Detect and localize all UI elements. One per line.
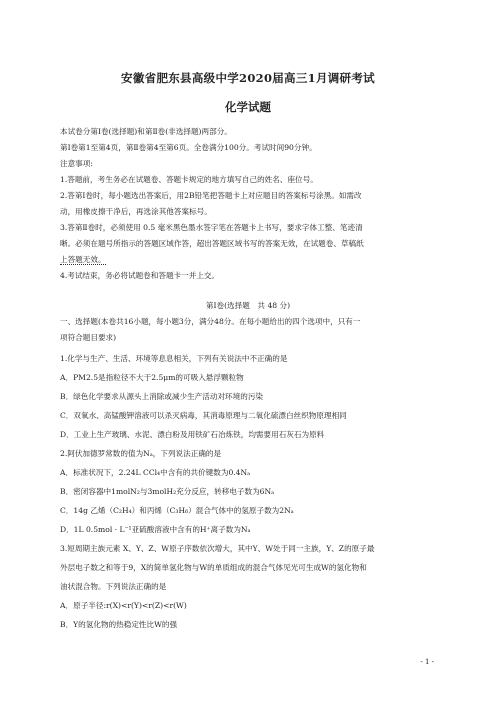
question-3-continued: 外层电子数之和等于9，X的简单氢化物与W的单质组成的混合气体见光可生成W的氢化物和 [60, 563, 367, 572]
section-heading: 第Ⅰ卷(选择题 共 48 分) [205, 301, 291, 310]
option-line: B．密闭容器中1molN₂与3molH₂充分反应，转移电子数为6Nₐ [60, 487, 275, 496]
notice-item: 2.答第Ⅰ卷时，每小题选出答案后，用2B铅笔把答题卡上对应题目的答案标号涂黑。如需改 [60, 191, 362, 200]
option-line: D．工业上生产玻璃、水泥、漂白粉及用铁矿石冶炼铁，均需要用石灰石为原料 [60, 430, 325, 439]
question-3-continued: 油状混合物。下列说法正确的是 [60, 582, 167, 591]
notice-item: 1.答题前，考生务必在试题卷、答题卡规定的地方填写自己的姓名、座位号。 [60, 175, 318, 184]
option-line: B．Y的氢化物的热稳定性比W的强 [60, 620, 178, 629]
section-instructions: 项符合题目要求) [60, 333, 117, 342]
notice-item: 动，用橡皮擦干净后，再选涂其他答案标号。 [60, 207, 212, 216]
notice-heading: 注意事项: [60, 159, 93, 168]
document-subtitle: 化学试题 [225, 100, 271, 114]
intro-line: 第Ⅰ卷第1至第4页，第Ⅱ卷第4至第6页。全卷满分100分。考试时间90分钟。 [60, 143, 317, 152]
option-line: B．绿色化学要求从源头上消除或减少生产活动对环境的污染 [60, 392, 264, 401]
option-line: A．原子半径:r(X)<r(Y)<r(Z)<r(W) [60, 601, 187, 610]
question-1: 1.化学与生产、生活、环境等息息相关，下列有关说法中不正确的是 [60, 354, 288, 363]
emphasis-text: 上答题无效。 [60, 255, 106, 264]
option-line: C．14g 乙烯（C₂H₄）和丙烯（C₃H₆）混合气体中的氢原子数为2Nₐ [60, 506, 294, 515]
option-line: A．标准状况下，2.24L CCl₄中含有的共价键数为0.4Nₐ [60, 468, 251, 477]
notice-item: 3.答第Ⅱ卷时，必须使用 0.5 毫米黑色墨水签字笔在答题卡上书写，要求字体工整、笔迹清 [60, 223, 363, 232]
option-line: A．PM2.5是指粒径不大于2.5μm的可吸入悬浮颗粒物 [60, 373, 244, 382]
notice-item: 4.考试结束，务必将试题卷和答题卡一并上交。 [60, 271, 220, 280]
question-3: 3.短周期主族元素 X、Y、Z、W原子序数依次增大，其中Y、W处于同一主族，Y、Z的原子最 [60, 544, 375, 553]
notice-item: 晰。必须在题号所指示的答题区域作答，超出答题区域书写的答案无效，在试题卷、草稿纸 [60, 239, 364, 248]
document-title: 安徽省肥东县高级中学2020届高三1月调研考试 [121, 71, 375, 85]
question-2: 2.阿伏加德罗常数的值为Nₐ，下列说法正确的是 [60, 449, 222, 458]
notice-item [60, 255, 440, 265]
option-line: D．1L 0.5mol · L⁻¹亚硫酸溶液中含有的H⁺离子数为Nₐ [60, 525, 251, 534]
intro-line: 本试卷分第Ⅰ卷(选择题)和第Ⅱ卷(非选择题)两部分。 [60, 127, 232, 136]
option-line: C．双氧水、高锰酸钾溶液可以杀灭病毒，其消毒原理与二氧化硫漂白丝织物原理相同 [60, 411, 347, 420]
page-number: - 1 - [420, 658, 434, 666]
section-instructions: 一、选择题(本卷共16小题，每小题3分，满分48分。在每小题给出的四个选项中，只有一 [60, 317, 361, 326]
